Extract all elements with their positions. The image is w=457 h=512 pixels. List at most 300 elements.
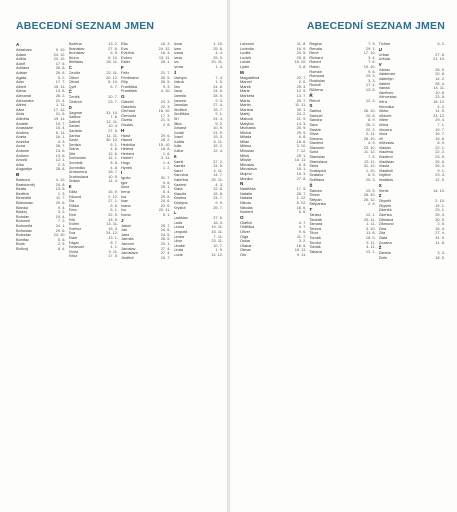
entry-name: Julius: [173, 149, 184, 154]
entry-name: Gertruda: [121, 113, 137, 118]
entry-date: 6. 12.: [296, 201, 307, 205]
entry-name: Lukáš: [240, 60, 251, 65]
entry-date: 24. 6.: [160, 199, 171, 204]
entry-date: 3. 3.: [368, 78, 376, 83]
entry-date: 2. 8.: [162, 122, 171, 127]
entry-name: Robin: [309, 64, 320, 69]
entry-date: 7. 1.: [437, 122, 445, 127]
entry-name: Felix: [121, 70, 130, 75]
entry-date: 9. 3.: [215, 98, 223, 103]
entry-date: 18. 7.: [108, 170, 118, 175]
entry-date: 29. 9.: [296, 130, 307, 135]
entry-date: 23. 10.: [363, 145, 376, 150]
entry-name: Jarmila: [173, 93, 187, 98]
entry-date: 6. 11.: [56, 130, 66, 135]
entry-name: Drahoslava: [68, 174, 89, 179]
entry-name: Michaela: [240, 126, 256, 131]
entry-name: Viktor: [378, 109, 389, 114]
entry-name: Ema: [68, 208, 77, 213]
entry-name: Drahomíra: [68, 170, 87, 175]
entry-name: Nikola: [240, 201, 251, 205]
entry-date: 7. 4.: [215, 75, 223, 80]
entry-date: 4. 12.: [55, 178, 66, 183]
letter-heading: V: [378, 61, 382, 67]
letter-heading: F: [121, 64, 124, 70]
entry-date: 27. 4.: [160, 251, 171, 256]
entry-name: Bartoloměj: [16, 182, 35, 187]
entry-name: Libor: [173, 239, 183, 244]
entry-date: 17. 3.: [160, 113, 171, 118]
entry-name: Igor: [121, 180, 128, 185]
entry-name: Irena: [121, 190, 130, 195]
entry-name: Valérie: [378, 81, 391, 86]
entry-date: 1. 12.: [296, 196, 307, 201]
entry-date: 20. 8.: [365, 113, 376, 118]
entry-name: Blahoslav: [16, 201, 33, 205]
entry-name: Regina: [309, 42, 322, 46]
entry-date: 3. 3.: [437, 251, 445, 256]
entry-date: 20. 12.: [106, 75, 118, 80]
entry-date: 4. 3.: [57, 139, 66, 144]
entry-date: 15. 2.: [213, 144, 223, 149]
entry-date: 16. 7.: [435, 132, 445, 137]
entry-name: Darina: [68, 133, 80, 138]
entry-name: Tichon: [378, 42, 391, 46]
entry-name: Ivona: [121, 213, 131, 217]
entry-date: 4. 11.: [213, 168, 223, 173]
entry-date: 25. 7.: [160, 223, 171, 228]
entry-date: 1. 9.: [215, 248, 223, 253]
entry-name: Benedikt: [16, 196, 32, 201]
name-entry: [121, 256, 171, 261]
entry-date: 15. 11.: [53, 84, 66, 89]
entry-date: 25. 11.: [211, 178, 223, 183]
name-entry: [174, 253, 224, 258]
entry-name: Jiří: [173, 116, 179, 121]
entry-date: 4. 8.: [110, 165, 118, 170]
entry-date: 10. 8.: [435, 90, 445, 95]
entry-name: Alice: [16, 107, 25, 112]
entry-date: 11. 8.: [296, 42, 307, 46]
entry-date: 21. 4.: [55, 98, 66, 103]
entry-name: Kristýna: [173, 201, 188, 205]
entry-name: Amálie: [16, 121, 28, 126]
entry-date: 29. 3.: [365, 74, 376, 79]
entry-name: Dominika: [68, 165, 85, 170]
entry-date: 9. 4.: [57, 205, 66, 210]
entry-date: 7. 2.: [57, 219, 66, 224]
entry-name: Tatiana: [309, 249, 322, 254]
entry-date: 30. 1.: [296, 107, 307, 112]
entry-name: Matouš: [240, 116, 253, 121]
entry-name: Růžena: [309, 87, 323, 92]
entry-date: 10. 7.: [213, 243, 223, 248]
entry-name: Břetislav: [68, 60, 84, 65]
entry-name: Bohuslav: [16, 228, 33, 233]
entry-date: 18. 8.: [160, 147, 171, 152]
entry-date: 9. 3.: [162, 84, 171, 89]
entry-date: 16. 3.: [213, 220, 223, 225]
entry-name: Šimon: [309, 193, 321, 198]
entry-date: 15. 7.: [160, 255, 171, 260]
entry-date: 13. 5.: [55, 187, 66, 192]
entry-name: Zdenka: [378, 213, 392, 217]
entry-date: 17. 12.: [53, 107, 66, 112]
entry-name: Kateřina: [173, 178, 188, 183]
entry-date: 3. 2.: [57, 210, 66, 215]
entry-name: Věnceslav: [378, 95, 397, 100]
entry-name: Bedřich: [16, 191, 30, 196]
entry-date: 9. 6.: [298, 229, 307, 234]
entry-name: Adolf: [16, 61, 25, 66]
entry-date: 15. 7.: [213, 107, 223, 112]
entry-name: Libuše: [173, 243, 185, 248]
entry-name: Ferdinand: [121, 75, 139, 80]
entry-date: 21. 9.: [213, 130, 223, 135]
entry-name: Naděžda: [240, 187, 256, 192]
name-column: [309, 42, 375, 512]
entry-date: 24. 10.: [53, 233, 66, 238]
entry-date: 7. 6.: [110, 115, 118, 120]
entry-name: Artur: [16, 162, 25, 167]
letter-heading: T: [309, 207, 313, 212]
entry-name: Gabriela: [121, 104, 136, 109]
entry-date: 4. 9.: [368, 141, 376, 146]
entry-date: 6. 9.: [110, 51, 118, 56]
entry-name: Ivana: [173, 51, 184, 56]
entry-date: 4. 8.: [110, 147, 118, 152]
entry-name: Hanuš: [121, 138, 133, 143]
entry-name: Boris: [16, 242, 25, 247]
entry-name: Ivan: [173, 46, 181, 51]
entry-date: 8. 8.: [110, 161, 118, 166]
entry-date: 22. 2.: [365, 127, 376, 132]
entry-name: Alfréd: [16, 103, 27, 108]
entry-date: 17. 5.: [108, 254, 118, 259]
entry-name: Helena: [121, 147, 134, 152]
entry-name: Rostislav: [309, 78, 326, 83]
entry-name: Vlastimil: [378, 168, 394, 173]
entry-name: Saskie: [309, 127, 322, 132]
entry-date: 7. 5.: [368, 155, 376, 160]
entry-date: 14. 11.: [433, 86, 445, 91]
entry-date: 11. 8.: [435, 240, 445, 245]
entry-name: Evelína: [68, 226, 82, 231]
entry-date: 18. 10.: [294, 60, 307, 65]
entry-name: Emanuel: [68, 245, 84, 250]
entry-date: 18. 6.: [296, 139, 307, 144]
entry-date: 13. 12.: [211, 252, 223, 257]
entry-name: Jaroslav: [173, 103, 188, 108]
entry-name: Alan: [16, 80, 24, 85]
entry-date: 17. 6.: [55, 61, 66, 66]
entry-name: Kamila: [173, 164, 186, 169]
entry-date: 29. 6.: [55, 228, 66, 233]
entry-name: Zdislava: [378, 217, 394, 222]
letter-heading: M: [240, 69, 244, 75]
entry-name: Hubert: [121, 156, 133, 161]
entry-name: Cyril: [68, 84, 77, 89]
entry-name: Iva: [121, 194, 127, 199]
entry-date: 19. 7.: [435, 127, 445, 132]
entry-name: Renata: [309, 46, 322, 51]
name-column: [174, 42, 224, 512]
entry-name: Blažej: [16, 210, 27, 215]
entry-name: Tobiáš: [309, 245, 321, 250]
entry-date: 8. 4.: [57, 246, 66, 251]
entry-date: 27. 6.: [108, 46, 118, 51]
entry-date: 6. 1.: [110, 142, 118, 147]
entry-name: Anna: [16, 144, 26, 149]
entry-date: 12. 1.: [365, 249, 376, 254]
entry-name: Ester: [68, 235, 78, 240]
entry-name: Jaromír: [173, 98, 187, 103]
entry-date: 9. 11.: [366, 240, 376, 245]
entry-date: 27. 5.: [108, 128, 118, 133]
entry-date: 23. 12.: [53, 57, 66, 62]
entry-date: 16. 9.: [296, 46, 307, 51]
entry-date: 11. 9.: [435, 109, 445, 114]
entry-date: 24. 4.: [213, 116, 223, 121]
entry-name: Kryštof: [173, 205, 186, 210]
entry-date: 1. 5.: [215, 80, 223, 85]
entry-date: 27. 4.: [435, 231, 445, 236]
entry-name: Beáta: [16, 187, 27, 192]
entry-date: 18. 1.: [296, 167, 307, 172]
entry-date: 20. 3.: [365, 178, 376, 183]
entry-date: 1. 2.: [162, 165, 171, 170]
entry-name: Bohumila: [16, 223, 33, 228]
entry-date: 3. 4.: [368, 55, 376, 60]
letter-heading: H: [121, 127, 125, 133]
entry-date: 2. 5.: [57, 242, 66, 247]
entry-name: Zbyněk: [378, 199, 392, 204]
entry-name: Erika: [68, 254, 78, 259]
entry-name: Veronika: [378, 104, 394, 109]
entry-name: Kazimír: [173, 182, 187, 187]
entry-name: Soňa: [309, 150, 319, 155]
entry-name: Stela: [309, 164, 319, 169]
entry-date: 24. 12.: [53, 52, 66, 57]
entry-date: 3. 2.: [298, 239, 307, 244]
entry-date: 31. 7.: [160, 176, 171, 181]
entry-name: Edita: [68, 190, 78, 195]
entry-date: 2. 12.: [108, 194, 118, 199]
left-name-columns: [16, 42, 223, 512]
entry-date: 5. 6.: [110, 203, 118, 208]
entry-name: Zlata: [378, 235, 388, 240]
entry-name: Čeněk: [68, 95, 80, 100]
entry-date: 4. 7.: [298, 225, 307, 230]
entry-date: 11. 8.: [366, 231, 376, 236]
entry-name: Bohdan: [16, 214, 30, 219]
entry-name: Václav: [378, 67, 391, 72]
letter-heading: Š: [309, 182, 313, 188]
entry-date: 26. 5.: [160, 80, 171, 85]
entry-name: Tereza: [309, 226, 322, 231]
entry-name: Milan: [240, 139, 250, 144]
entry-date: 13. 1.: [108, 235, 118, 240]
entry-name: Tibor: [309, 231, 319, 236]
letter-heading: X: [378, 182, 382, 188]
entry-name: Emil: [68, 213, 77, 217]
entry-name: Zikmund: [378, 222, 394, 227]
entry-name: Valdemar: [378, 72, 396, 77]
entry-date: 5. 2.: [57, 75, 66, 80]
entry-name: Daniela: [68, 128, 82, 133]
entry-date: 3. 8.: [298, 64, 307, 69]
entry-date: 21. 6.: [55, 112, 66, 117]
entry-name: Ela: [68, 199, 75, 204]
entry-name: Julie: [173, 144, 182, 149]
entry-date: 24. 5.: [213, 89, 223, 94]
entry-name: Gabriel: [121, 99, 134, 104]
entry-name: Vincenc: [378, 127, 393, 132]
entry-name: Richard: [309, 55, 323, 60]
entry-date: 9. 8.: [368, 69, 376, 74]
entry-date: 13. 11.: [158, 55, 171, 60]
letter-heading: D: [68, 104, 72, 110]
entry-date: 26. 4.: [435, 164, 445, 169]
letter-heading: U: [378, 46, 382, 52]
entry-name: Romana: [309, 74, 325, 79]
entry-date: 23. 8.: [435, 95, 445, 100]
entry-date: 16. 10.: [158, 109, 171, 114]
entry-name: Oskar: [240, 239, 251, 244]
entry-name: Oldřiška: [240, 225, 255, 230]
entry-date: 9. 11.: [296, 252, 307, 257]
entry-date: 13. 7.: [296, 93, 307, 98]
entry-name: Ester: [121, 60, 131, 65]
entry-name: Vilma: [378, 122, 389, 127]
entry-date: 4. 11.: [366, 245, 376, 250]
entry-date: 30. 5.: [435, 217, 445, 222]
entry-name: Lubomír: [240, 42, 255, 46]
entry-name: Vilém: [378, 118, 389, 123]
entry-name: Miluše: [240, 158, 252, 163]
entry-date: 9. 1.: [215, 112, 223, 117]
entry-date: 23. 12.: [433, 113, 445, 118]
entry-name: Slavomír: [309, 145, 325, 150]
entry-date: 15. 1.: [435, 203, 445, 208]
entry-name: Augustýn: [16, 167, 33, 172]
entry-date: 19. 4.: [55, 214, 66, 219]
entry-date: 24. 6.: [213, 84, 223, 89]
entry-name: Diana: [68, 147, 79, 152]
entry-date: 25. 7.: [213, 205, 223, 210]
entry-name: Iveta: [173, 55, 182, 60]
entry-date: 24. 1.: [55, 223, 66, 228]
entry-date: 2. 9.: [368, 202, 376, 207]
entry-date: 29. 1.: [365, 46, 376, 51]
name-entry: [379, 256, 445, 261]
entry-date: 15. 8.: [213, 191, 223, 196]
entry-name: Adriana: [16, 66, 30, 71]
entry-date: 12. 1.: [55, 158, 66, 163]
entry-date: 15. 10.: [158, 142, 171, 147]
entry-name: Jaroslav: [121, 246, 136, 251]
entry-name: Jana: [173, 89, 182, 94]
entry-name: Slavěna: [309, 141, 324, 146]
entry-name: Svatava: [309, 173, 324, 178]
entry-name: Jarmila: [121, 237, 134, 242]
entry-date: 30. 12.: [106, 138, 118, 143]
entry-date: 19. 10.: [363, 64, 376, 69]
entry-date: 27. 1.: [108, 199, 118, 204]
entry-date: 1. 3.: [57, 191, 66, 196]
entry-date: 28. 10.: [363, 193, 376, 198]
entry-date: 24. 3.: [160, 99, 171, 104]
entry-name: Hana: [121, 133, 131, 138]
entry-date: 14. 2.: [435, 76, 445, 81]
entry-date: 17. 7.: [55, 80, 66, 85]
entry-date: 2. 5.: [437, 222, 445, 227]
entry-name: Albert: [16, 84, 27, 89]
entry-date: 5. 7.: [110, 84, 118, 89]
entry-date: 28. 7.: [296, 191, 307, 196]
entry-date: 19. 11.: [211, 225, 223, 230]
entry-name: Tomáš: [309, 235, 321, 240]
entry-date: 7. 11.: [213, 234, 223, 239]
entry-date: 16. 1.: [55, 135, 66, 140]
entry-date: 20. 9.: [296, 126, 307, 131]
entry-date: 11. 7.: [296, 234, 307, 239]
entry-date: 9. 11.: [108, 249, 118, 254]
name-column: [240, 42, 306, 512]
entry-name: Taťána: [309, 213, 322, 217]
entry-date: 14. 3.: [296, 121, 307, 126]
entry-date: 17. 9.: [296, 187, 307, 192]
entry-name: Ivana: [121, 203, 131, 208]
entry-name: Eduard: [68, 194, 82, 199]
entry-name: Hedvika: [121, 142, 136, 147]
entry-name: Zina: [378, 226, 387, 231]
entry-date: 26. 7.: [55, 144, 66, 149]
entry-name: Marek: [240, 84, 251, 89]
entry-name: Viola: [378, 132, 388, 137]
entry-date: 22. 1.: [435, 145, 445, 150]
entry-name: Otakar: [240, 243, 252, 248]
entry-date: 23. 7.: [108, 99, 118, 104]
entry-name: Lada: [173, 220, 183, 225]
entry-date: 7. 9.: [368, 42, 376, 46]
entry-date: 22. 5.: [108, 213, 118, 217]
left-page-title: ABECEDNÍ SEZNAM JMEN: [16, 20, 155, 32]
entry-date: 6. 11.: [213, 139, 223, 144]
entry-date: 15. 3.: [296, 172, 307, 177]
entry-name: Vladan: [378, 145, 391, 150]
entry-date: 25. 4.: [296, 84, 307, 89]
entry-name: Arnošt: [16, 158, 28, 163]
entry-name: Jakub: [121, 223, 132, 228]
entry-date: 1. 10.: [213, 42, 223, 46]
entry-date: 13. 5.: [365, 188, 376, 193]
entry-name: Žaneta: [378, 251, 391, 256]
letter-heading: I: [121, 170, 123, 176]
entry-name: Bohumil: [16, 219, 31, 224]
entry-date: 26. 12.: [363, 197, 376, 202]
entry-name: Silvie: [309, 132, 319, 137]
entry-date: 24. 5.: [296, 51, 307, 56]
entry-date: 12. 8.: [213, 187, 223, 192]
entry-date: 8. 7.: [110, 240, 118, 245]
entry-name: Boleslav: [16, 233, 31, 238]
entry-date: 26. 2.: [55, 93, 66, 98]
entry-date: 2. 3.: [57, 162, 66, 167]
entry-name: Robert: [309, 60, 322, 65]
entry-name: Martin: [240, 103, 251, 108]
name-entry: [16, 247, 66, 252]
